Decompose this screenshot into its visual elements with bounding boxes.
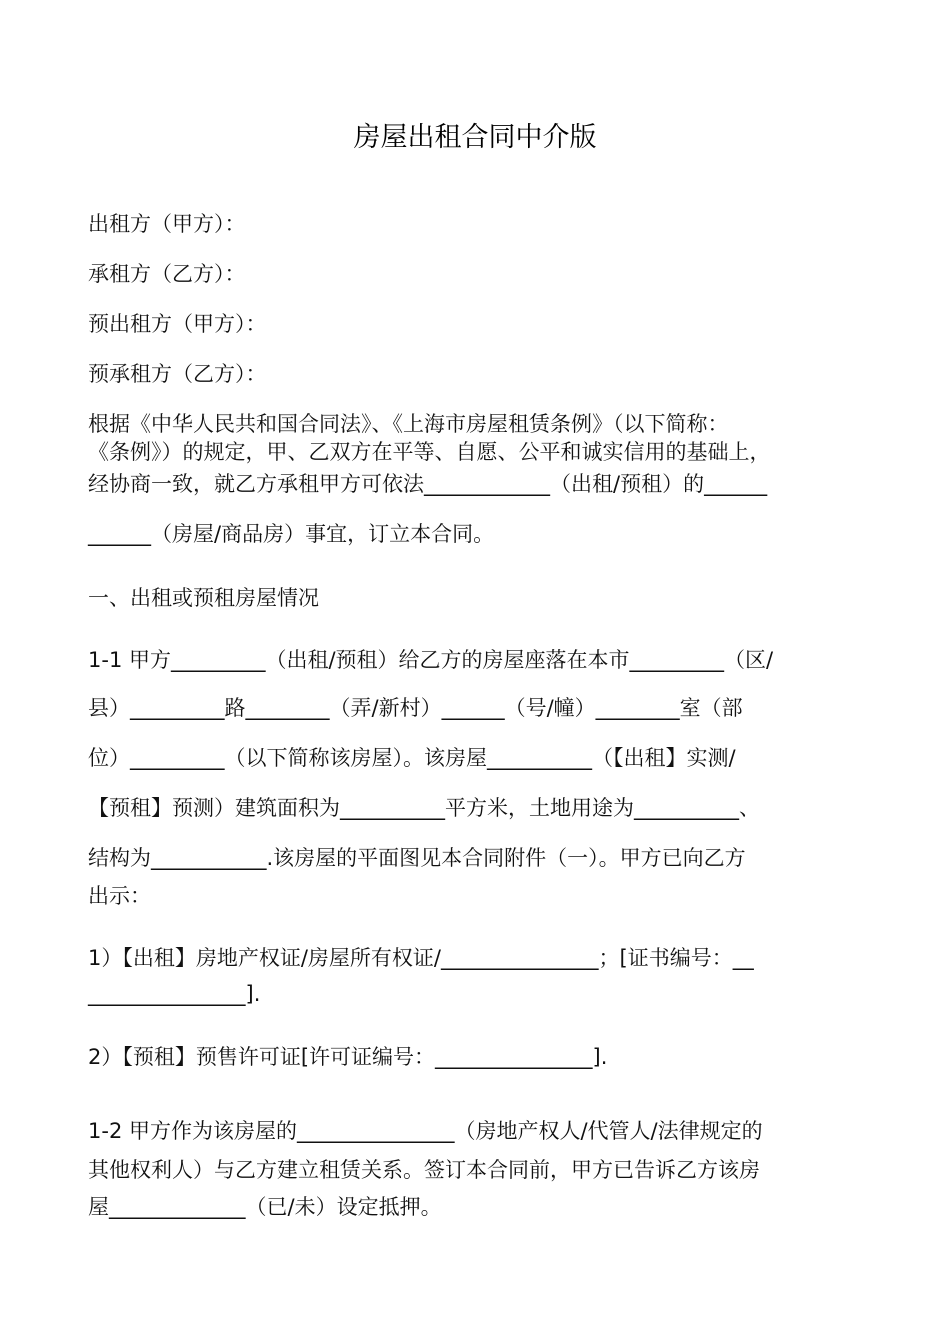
preamble-line-4: ______（房屋/商品房）事宜，订立本合同。 [88,522,495,546]
clause-1-1-line-6: 出示： [88,884,151,908]
pre-lessor-line: 预出租方（甲方）： [88,312,267,336]
clause-1-2-line-1: 1-2 甲方作为该房屋的_______________（房地产权人/代管人/法律规定的 [88,1119,763,1143]
lessor-line: 出租方（甲方）： [88,212,246,236]
item-2-line: 2）【预租】预售许可证[许可证编号：_______________]. [88,1045,608,1069]
document-title: 房屋出租合同中介版 [353,122,597,153]
lessee-line: 承租方（乙方）： [88,262,246,286]
item-1-line-1: 1）【出租】房地产权证/房屋所有权证/_______________；[证书编号：__ [88,946,754,970]
pre-lessee-line: 预承租方（乙方）： [88,362,267,386]
preamble-line-2: 《条例》）的规定，甲、乙双方在平等、自愿、公平和诚实信用的基础上， [88,440,771,464]
clause-1-1-line-2: 县）_________路________（弄/新村）______（号/幢）________室（部 [88,696,743,720]
clause-1-1-line-5: 结构为___________.该房屋的平面图见本合同附件（一）。甲方已向乙方 [88,846,746,870]
section-heading: 一、出租或预租房屋情况 [88,586,319,610]
clause-1-1-line-4: 【预租】预测）建筑面积为__________平方米，土地用途为__________、 [88,796,760,820]
clause-1-1-line-3: 位）_________（以下简称该房屋）。该房屋__________（【出租】实测/ [88,746,736,770]
preamble-line-3: 经协商一致，就乙方承租甲方可依法____________（出租/预租）的______ [88,472,768,496]
clause-1-1-line-1: 1-1 甲方_________（出租/预租）给乙方的房屋座落在本市_________（区/ [88,648,774,672]
preamble-line-1: 根据《中华人民共和国合同法》、《上海市房屋租赁条例》（以下简称： [88,412,729,436]
clause-1-2-line-2: 其他权利人）与乙方建立租赁关系。签订本合同前，甲方已告诉乙方该房 [88,1158,760,1182]
clause-1-2-line-3: 屋_____________（已/未）设定抵押。 [88,1195,442,1219]
item-1-line-2: _______________]. [88,982,261,1006]
